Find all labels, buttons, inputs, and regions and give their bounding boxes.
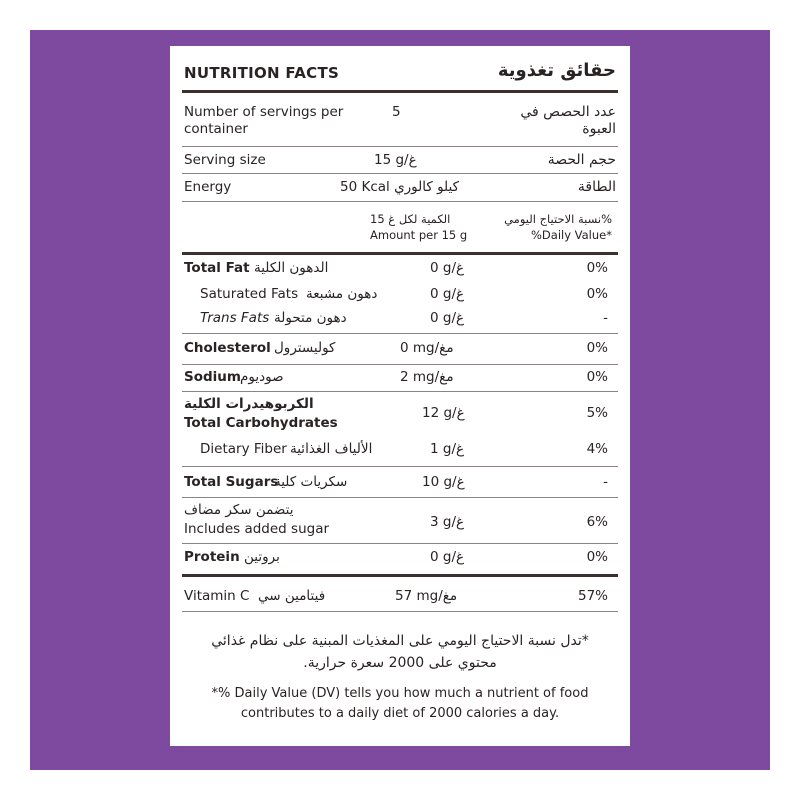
title-arabic: حقائق تغذوية [497, 60, 616, 81]
fiber-label: Dietary Fiber [200, 441, 287, 457]
added-sugar-dv: 6% [586, 514, 608, 530]
cholesterol-dv: 0% [586, 340, 608, 356]
trans-fat-value: 0 g/غ [430, 310, 465, 326]
servings-label: Number of servings per container [184, 104, 344, 137]
vitamin-c-value: 57 mg/مغ [395, 588, 458, 604]
cholesterol-label: Cholesterol [184, 340, 271, 356]
divider [182, 611, 618, 612]
protein-label-ar: بروتين [244, 549, 280, 565]
serving-size-value: 15 g/غ [374, 152, 417, 168]
sugars-dv: - [603, 474, 608, 490]
total-fat-value: 0 g/غ [430, 260, 465, 276]
sugars-value: 10 g/غ [422, 474, 465, 490]
nutrition-label [170, 46, 630, 746]
servings-label-ar: عدد الحصص في العبوة [520, 104, 616, 137]
cholesterol-label-ar: كوليسترول [274, 340, 336, 356]
energy-value: 50 Kcal كيلو كالوري [340, 179, 460, 195]
divider [182, 364, 618, 365]
total-fat-dv: 0% [586, 260, 608, 276]
total-fat-label: Total Fat [184, 260, 250, 276]
dv-header-ar: %نسبة الاحتياج اليومي [504, 212, 612, 226]
divider [182, 146, 618, 147]
divider [182, 391, 618, 392]
dv-header-en: %Daily Value* [530, 228, 612, 242]
divider [182, 497, 618, 498]
amount-header-ar: الكمية لكل غ 15 [370, 212, 451, 226]
divider [182, 466, 618, 467]
vitamin-c-dv: 57% [577, 588, 608, 604]
trans-fat-dv: - [603, 310, 608, 326]
protein-dv: 0% [586, 549, 608, 565]
footnote-english: *% Daily Value (DV) tells you how much a nutrient of food contributes to a daily diet of 2000 calories a day. [211, 686, 589, 721]
vitamin-c-label: Vitamin C [184, 588, 250, 604]
carbs-label: Total Carbohydrates [184, 415, 338, 431]
added-sugar-label: Includes added sugar [184, 521, 330, 537]
header-divider [182, 252, 618, 255]
vitamin-divider [182, 574, 618, 577]
protein-value: 0 g/غ [430, 549, 465, 565]
fiber-label-ar: الألياف الغذائية [290, 441, 373, 457]
servings-value: 5 [392, 104, 401, 120]
saturated-fat-label-ar: دهون مشبعة [306, 286, 378, 302]
divider [182, 333, 618, 334]
carbs-label-ar: الكربوهيدرات الكلية [184, 396, 314, 412]
footnote-arabic: *تدل نسبة الاحتياج اليومي على المغذيات المبنية على نظام غذائي محتوي على 2000 سعرة حرارية. [211, 633, 589, 671]
divider [182, 201, 618, 202]
total-fat-label-ar: الدهون الكلية [254, 260, 329, 276]
title-english: NUTRITION FACTS [184, 64, 340, 82]
energy-label: Energy [184, 179, 232, 195]
trans-fat-label-ar: دهون متحولة [274, 310, 347, 326]
protein-label: Protein [184, 549, 240, 565]
serving-size-label-ar: حجم الحصة [547, 152, 616, 168]
top-divider [182, 90, 618, 93]
carbs-value: 12 g/غ [422, 405, 465, 421]
saturated-fat-dv: 0% [586, 286, 608, 302]
trans-fat-label: Trans Fats [200, 310, 270, 326]
serving-size-label: Serving size [184, 152, 266, 168]
saturated-fat-label: Saturated Fats [200, 286, 299, 302]
sugars-label: Total Sugars [184, 474, 279, 490]
sodium-dv: 0% [586, 369, 608, 385]
carbs-dv: 5% [586, 405, 608, 421]
divider [182, 543, 618, 544]
cholesterol-value: 0 mg/مغ [400, 340, 454, 356]
fiber-dv: 4% [586, 441, 608, 457]
sodium-label-ar: صوديوم [240, 369, 284, 385]
sodium-value: 2 mg/مغ [400, 369, 454, 385]
sodium-label: Sodium [184, 369, 241, 385]
saturated-fat-value: 0 g/غ [430, 286, 465, 302]
fiber-value: 1 g/غ [430, 441, 465, 457]
added-sugar-label-ar: يتضمن سكر مضاف [184, 502, 294, 518]
divider [182, 173, 618, 174]
amount-header-en: Amount per 15 g [370, 228, 468, 242]
energy-label-ar: الطاقة [577, 179, 616, 195]
added-sugar-value: 3 g/غ [430, 514, 465, 530]
vitamin-c-label-ar: فيتامين سي [258, 588, 326, 604]
sugars-label-ar: سكريات كلية [274, 474, 348, 490]
